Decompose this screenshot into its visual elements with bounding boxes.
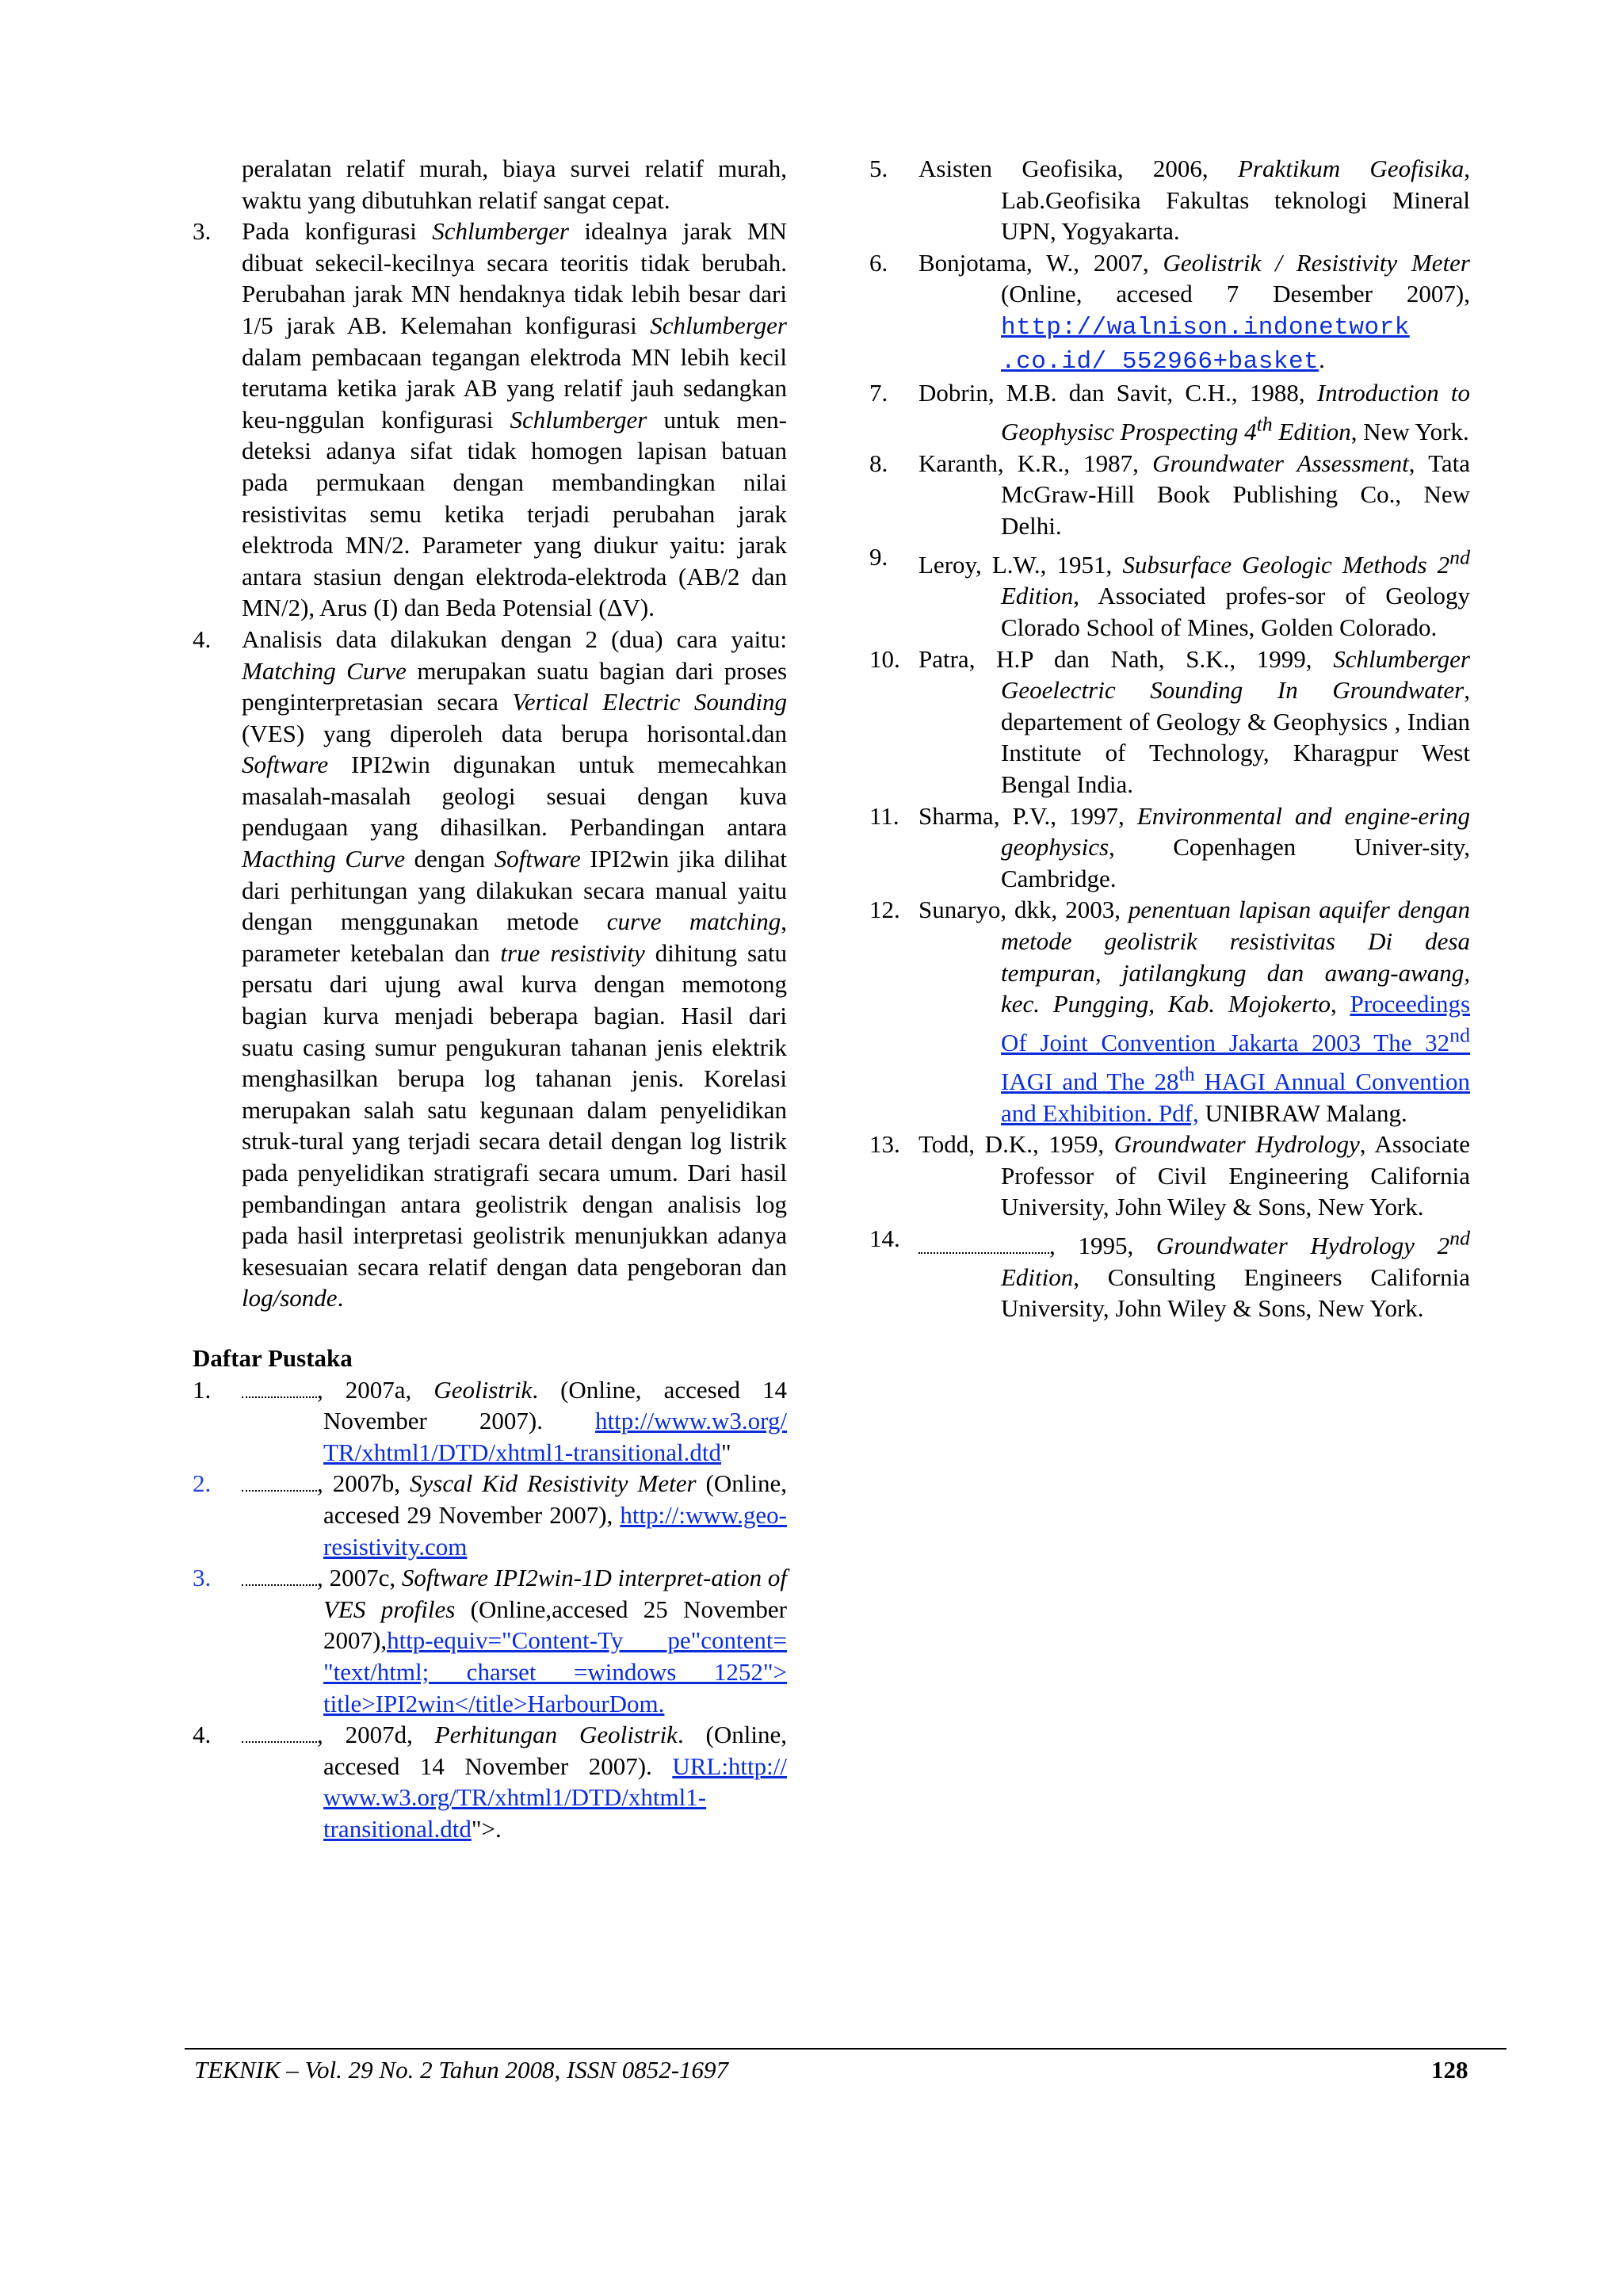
reference-list-left xyxy=(193,1374,787,1845)
reference-item: 12. Sunaryo, dkk, 2003, penentuan lapisan aquifer dengan metode geolistrik resistivitas Di desa tempuran, jatilangkung dan awang-awang, kec. Pungging, Kab. Mojokerto, Proceedings Of Joint Convention Jakarta 2003 The 32nd IAGI and The 28th HAGI Annual Convention and Exhibition. Pdf, UNIBRAW Malang. xyxy=(869,896,1471,1127)
numbered-list xyxy=(193,216,787,1314)
reference-item: 7. Dobrin, M.B. dan Savit, C.H., 1988, Introduction to Geophysisc Prospecting 4th Edition, New York. xyxy=(869,379,1470,446)
left-column xyxy=(193,153,787,1844)
reference-number: 1. xyxy=(193,1375,212,1404)
reference-item: 5. Asisten Geofisika, 2006, Praktikum Geofisika, Lab.Geofisika Fakultas teknologi Mineral UPN, Yogyakarta. xyxy=(869,155,1470,246)
italic-text: Software xyxy=(242,751,329,779)
reference-link[interactable]: Proceedings Of Joint Convention Jakarta 2003 The 32 xyxy=(1001,990,1471,1057)
superscript: nd xyxy=(1449,545,1470,569)
reference-link[interactable]: URL:http:// www.w3.org/TR/xhtml1/DTD/xhtml1-transitional.dtd xyxy=(323,1752,787,1843)
reference-number: 10. xyxy=(869,644,900,673)
author-placeholder-dots xyxy=(918,1235,1049,1254)
author-placeholder-dots xyxy=(242,1379,317,1398)
italic-text: Introduction to Geophysisc Prospecting 4 xyxy=(1001,379,1470,446)
italic-text: curve matching xyxy=(606,907,781,936)
list-number: 3. xyxy=(193,217,212,246)
author-placeholder-dots xyxy=(242,1724,317,1743)
italic-text: Subsurface Geologic Methods 2 xyxy=(1122,550,1450,579)
italic-text: penentuan lapisan aquifer dengan metode geolistrik resistivitas Di desa tempuran, jatilangkung dan awang-awang, kec. Pungging, Kab. Mojokerto xyxy=(1001,896,1470,1018)
superscript: nd xyxy=(1449,1226,1470,1250)
references-heading: Daftar Pustaka xyxy=(193,1343,353,1372)
reference-item: 8. Karanth, K.R., 1987, Groundwater Assessment, Tata McGraw-Hill Book Publishing Co., New Delhi. xyxy=(869,449,1470,540)
reference-number: 4. xyxy=(193,1721,212,1749)
italic-text: Environmental and engine-ering geophysics xyxy=(1001,801,1470,861)
italic-text: Geolistrik / Resistivity Meter xyxy=(1163,248,1470,277)
reference-link[interactable]: http://walnison.indonetwork .co.id/ 552966+basket xyxy=(1001,313,1410,376)
italic-text: Praktikum Geofisika xyxy=(1237,155,1465,182)
italic-text: Macthing Curve xyxy=(242,845,406,873)
italic-text: Schlumberger xyxy=(650,311,787,339)
italic-text: Vertical Electric Sounding xyxy=(512,688,787,716)
reference-item: 13. Todd, D.K., 1959, Groundwater Hydrology, Associate Professor of Civil Engineering California University, John Wiley & Sons, New York. xyxy=(869,1130,1470,1221)
reference-item: 11. Sharma, P.V., 1997, Environmental and engine-ering geophysics, Copenhagen Univer-sity, Cambridge. xyxy=(869,801,1470,892)
footer-journal: TEKNIK – Vol. 29 No. 2 Tahun 2008, ISSN 0852-1697 xyxy=(194,2056,729,2084)
right-column xyxy=(869,153,1470,1324)
italic-text: Schlumberger Geoelectric Sounding In Groundwater xyxy=(1001,644,1470,705)
reference-number: 8. xyxy=(869,449,888,477)
reference-link[interactable]: http://:www.geo-resistivity.com xyxy=(323,1500,787,1561)
reference-item: 14. , 1995, Groundwater Hydrology 2nd Edition, Consulting Engineers California University, John Wiley & Sons, New York. xyxy=(869,1224,1470,1323)
reference-number: 9. xyxy=(869,543,888,571)
reference-link[interactable]: IAGI and The 28 xyxy=(1001,1067,1179,1095)
italic-text: Geolistrik xyxy=(433,1375,533,1404)
reference-number: 13. xyxy=(869,1130,900,1159)
italic-text: Schlumberger xyxy=(510,405,647,434)
reference-number: 2. xyxy=(193,1469,212,1498)
reference-link[interactable]: http://www.w3.org/ TR/xhtml1/DTD/xhtml1-transitional.dtd xyxy=(323,1407,787,1466)
reference-number: 7. xyxy=(869,379,888,407)
reference-number: 5. xyxy=(869,155,888,182)
italic-text: true resistivity xyxy=(500,938,645,967)
italic-text: Edition xyxy=(1272,418,1351,446)
reference-item: 4. , 2007d, Perhitungan Geolistrik. (Online, accesed 14 November 2007). URL:http:// www.w3.org/TR/xhtml1/DTD/xhtml1-transitional.dtd">. xyxy=(193,1721,787,1843)
list-item: 4. Analisis data dilakukan dengan 2 (dua) cara yaitu: Matching Curve merupakan suatu bagian dari proses penginterpretasian secara Vertical Electric Sounding (VES) yang diperoleh data berupa horisontal.dan Software IPI2win digunakan untuk memecahkan masalah-masalah geologi sesuai dengan kuva pendugaan yang dihasilkan. Perbandingan antara Macthing Curve dengan Software IPI2win jika dilihat dari perhitungan yang dilakukan secara manual yaitu dengan menggunakan metode curve matching, parameter ketebalan dan true resistivity dihitung satu persatu dari ujung awal kurva dengan memotong bagian kurva menjadi beberapa bagian. Hasil dari suatu casing sumur pengukuran tahanan jenis elektrik menghasilkan berupa log tahanan jenis. Korelasi merupakan salah satu kegunaan dalam penyelidikan struk-tural yang terjadi secara detail dengan log listrik pada penyelidikan stratigrafi secara umum. Dari hasil pembandingan antara geolistrik dengan analisis log pada hasil interpretasi geolistrik menunjukkan adanya kesesuaian secara relatif dengan data pengeboran dan log/sonde. xyxy=(193,625,788,1312)
superscript: th xyxy=(1256,412,1273,436)
list-item: 3. Pada konfigurasi Schlumberger idealnya jarak MN dibuat sekecil-kecilnya secara teoritis tidak berubah. Perubahan jarak MN hendaknya tidak lebih besar dari 1/5 jarak AB. Kelemahan konfigurasi Schlumberger dalam pembacaan tegangan elektroda MN lebih kecil terutama ketika jarak AB yang relatif jauh sedangkan keu-nggulan konfigurasi Schlumberger untuk men-deteksi adanya sifat tidak homogen lapisan batuan pada permukaan dengan membandingkan nilai resistivitas semu ketika terjadi perubahan jarak elektroda MN/2. Parameter yang diukur yaitu: jarak antara stasiun dengan elektroda-elektroda (AB/2 dan MN/2), Arus (I) dan Beda Potensial (ΔV). xyxy=(193,217,788,622)
reference-item: 1. , 2007a, Geolistrik. (Online, accesed 14 November 2007). http://www.w3.org/ TR/xhtml1/DTD/xhtml1-transitional.dtd" xyxy=(193,1375,787,1466)
reference-item: 6. Bonjotama, W., 2007, Geolistrik / Resistivity Meter (Online, accesed 7 Desember 2007), http://walnison.indonetwork .co.id/ 552966+basket. xyxy=(869,248,1470,376)
reference-list-right xyxy=(869,153,1470,1324)
italic-text: Groundwater Hydrology 2 xyxy=(1155,1232,1450,1260)
reference-link[interactable]: http-equiv="Content-Ty pe"content= "text/html; charset =windows 1252"> title>IPI2win</title>HarbourDom. xyxy=(323,1626,787,1717)
author-placeholder-dots xyxy=(242,1567,317,1586)
italic-text: Perhitungan Geolistrik xyxy=(434,1721,678,1749)
reference-number: 12. xyxy=(869,896,900,924)
italic-text: Software xyxy=(494,845,581,873)
continued-paragraph: peralatan relatif murah, biaya survei relatif murah, waktu yang dibutuhkan relatif sangat cepat. xyxy=(242,155,787,214)
reference-link[interactable]: nd xyxy=(1449,1023,1470,1047)
reference-number: 14. xyxy=(869,1224,900,1252)
list-number: 4. xyxy=(193,625,212,653)
italic-text: Groundwater Assessment xyxy=(1152,449,1409,477)
reference-item: 10. Patra, H.P dan Nath, S.K., 1999, Schlumberger Geoelectric Sounding In Groundwater, departement of Geology & Geophysics , Indian Institute of Technology, Kharagpur West Bengal India. xyxy=(869,644,1470,798)
italic-text: Groundwater Hydrology xyxy=(1113,1130,1360,1159)
footer-rule xyxy=(185,2048,1507,2050)
reference-link[interactable]: HAGI Annual Convention and Exhibition. Pdf, xyxy=(1001,1067,1470,1127)
italic-text: Software IPI2win-1D interpret-ation of VES profiles xyxy=(323,1564,787,1623)
italic-text: Schlumberger xyxy=(432,217,569,246)
italic-text: log/sonde xyxy=(242,1284,338,1312)
italic-text: Edition xyxy=(1001,582,1074,610)
page-number: 128 xyxy=(1431,2056,1468,2084)
italic-text: Matching Curve xyxy=(242,656,407,685)
reference-number: 3. xyxy=(193,1564,212,1592)
reference-item: 9. Leroy, L.W., 1951, Subsurface Geologic Methods 2nd Edition, Associated profes-sor of Geology Clorado School of Mines, Golden Colorado. xyxy=(869,543,1470,641)
reference-number: 11. xyxy=(869,801,899,830)
author-placeholder-dots xyxy=(242,1473,317,1492)
reference-item: 3. , 2007c, Software IPI2win-1D interpret-ation of VES profiles (Online,accesed 25 November 2007),http-equiv="Content-Ty pe"content= "text/html; charset =windows 1252"> title>IPI2win</title>HarbourDom. xyxy=(193,1564,787,1717)
reference-item: 2. , 2007b, Syscal Kid Resistivity Meter (Online, accesed 29 November 2007), http://:www.geo-resistivity.com xyxy=(193,1469,787,1561)
italic-text: Syscal Kid Resistivity Meter xyxy=(410,1469,697,1498)
reference-link[interactable]: th xyxy=(1178,1062,1195,1086)
reference-number: 6. xyxy=(869,248,888,277)
italic-text: Edition xyxy=(1001,1263,1074,1291)
